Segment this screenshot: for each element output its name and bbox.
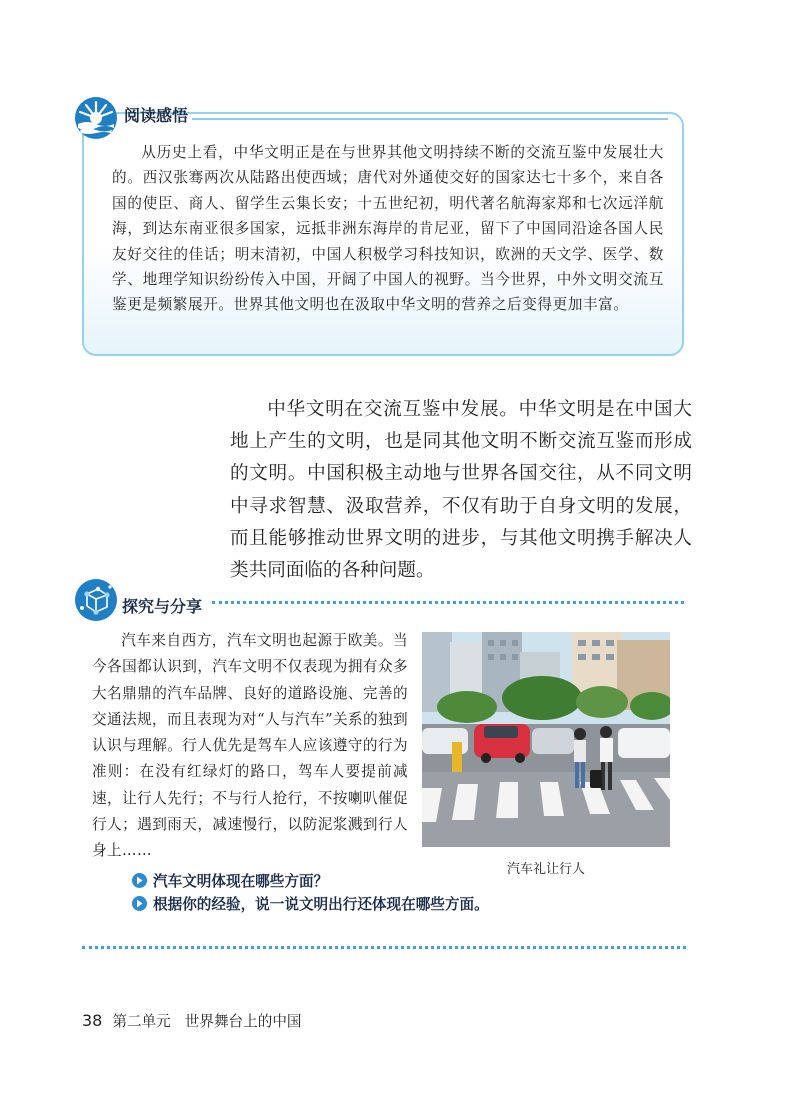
explore-title: 探究与分享 [122,597,203,616]
explore-cube-icon [74,578,118,622]
reading-text: 从历史上看，中华文明正是在与世界其他文明持续不断的交流互鉴中发展壮大的。西汉张骞两次从陆路出使西域；唐代对外通使交好的国家达七十多个，来自各国的使臣、商人、留学生云集长安；十五世纪初，明代著名航海家郑和七次远洋航海，到达东南亚很多国家，远抵非洲东海岸的肯尼亚，留下了中国同沿途各国人民友好交往的佳话；明末清初，中国人积极学习科技知识，欧洲的天文学、医学、数学、地理学知识纷纷传入中国，开阔了中国人的视野。当今世界，中外文明交流互鉴更是频繁展开。世界其他文明也在汲取中华文明的营养之后变得更加丰富。 [112,144,664,314]
main-lead: 中华文明在交流互鉴中发展。 [267,399,519,420]
section-bottom-divider [82,946,686,949]
page-footer [82,1010,302,1031]
photo-caption: 汽车礼让行人 [506,862,585,877]
reading-title-underline [192,118,668,120]
arrow-bullet-icon [132,873,147,888]
reading-sun-icon [74,96,118,140]
question-text: 汽车文明体现在哪些方面？ [153,872,329,890]
reading-title: 阅读感悟 [124,106,189,125]
unit-label: 第二单元 [112,1013,171,1030]
page-number: 38 [82,1011,103,1030]
explore-title-divider [212,601,684,604]
main-text: 中华文明是在中国大地上产生的文明，也是同其他文明不断交流互鉴而形成的文明。中国积极主动地与世界各国交往，从不同文明中寻求智慧、汲取营养，不仅有助于自身文明的发展，而且能够推动世界文明的进步，与其他文明携手解决人类共同面临的各种问题。 [230,399,692,582]
explore-text: 汽车来自西方，汽车文明也起源于欧美。当今各国都认识到，汽车文明不仅表现为拥有众多大名鼎鼎的汽车品牌、良好的道路设施、完善的交通法规，而且表现为对“人与汽车”关系的独到认识与理解。行人优先是驾车人应该遵守的行为准则：在没有红绿灯的路口，驾车人要提前减速，让行人先行；不与行人抢行，不按喇叭催促行人；遇到雨天，减速慢行，以防泥浆溅到行人身上…… [92,632,408,860]
main-paragraph [230,394,692,587]
question-text: 根据你的经验，说一说文明出行还体现在哪些方面。 [153,895,489,913]
question-item [132,870,328,890]
car-yield-pedestrian-photo [422,632,670,847]
question-item [132,893,489,913]
arrow-bullet-icon [132,896,147,911]
unit-title: 世界舞台上的中国 [184,1013,302,1030]
